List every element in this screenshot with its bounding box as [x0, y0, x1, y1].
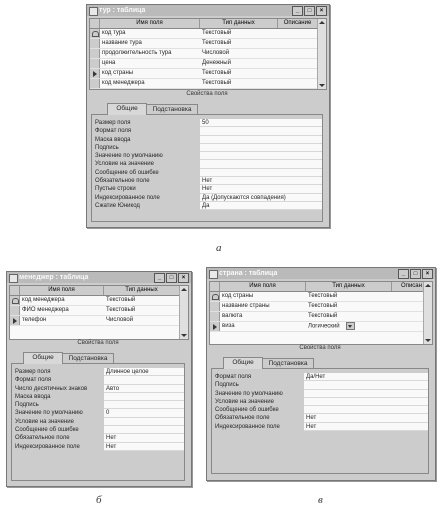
table-row[interactable]	[210, 302, 432, 312]
property-label: Условие на значение	[215, 398, 274, 405]
property-label: Размер поля	[15, 369, 51, 375]
property-value[interactable]	[304, 390, 428, 398]
column-header-field-name: Имя поля	[20, 286, 104, 295]
property-value[interactable]: Да/Нет	[304, 373, 428, 381]
field-name-cell[interactable]: телефон	[22, 317, 47, 323]
field-properties-panel	[91, 114, 323, 222]
tab-general[interactable]: Общие	[223, 357, 263, 369]
property-value[interactable]	[304, 398, 428, 406]
field-properties-label: Свойства поля	[299, 345, 341, 351]
property-label: Значение по умолчанию	[95, 153, 163, 160]
row-selector[interactable]	[210, 302, 220, 311]
property-label: Размер поля	[95, 120, 131, 126]
property-label: Формат поля	[15, 377, 52, 384]
field-name-cell[interactable]: код страны	[102, 70, 134, 76]
minimize-button[interactable]: _	[292, 6, 303, 16]
property-row[interactable]	[212, 406, 428, 414]
data-type-cell[interactable]	[306, 322, 392, 331]
property-value[interactable]: 0	[104, 409, 184, 417]
tab-general[interactable]: Общие	[23, 352, 63, 364]
property-row[interactable]	[212, 423, 428, 431]
row-selector[interactable]	[210, 312, 220, 321]
property-label: Подпись	[15, 402, 39, 409]
property-value[interactable]: Нет	[104, 434, 184, 442]
property-row[interactable]	[212, 390, 428, 398]
column-header-data-type: Тип данных	[200, 19, 278, 28]
field-name-cell[interactable]: код тура	[102, 30, 126, 36]
chevron-down-icon[interactable]	[346, 322, 355, 330]
property-label: Индексированное поле	[95, 194, 160, 201]
data-type-cell[interactable]: Текстовый	[106, 297, 136, 303]
grid-header	[10, 286, 188, 296]
caption-a: а	[216, 242, 222, 254]
data-type-cell[interactable]: Числовой	[106, 317, 134, 323]
property-value[interactable]: Авто	[104, 385, 184, 393]
column-header-data-type: Тип данных	[104, 286, 180, 295]
vertical-scrollbar[interactable]	[179, 286, 188, 339]
property-label: Пустые строки	[95, 186, 136, 193]
field-name-cell[interactable]: ФИО менеджера	[22, 307, 69, 313]
header-selector	[90, 19, 100, 28]
property-label: Значение по умолчанию	[215, 390, 283, 397]
data-type-cell[interactable]: Текстовый	[308, 293, 338, 299]
field-name-cell[interactable]: код менеджера	[102, 80, 145, 86]
grid-header	[90, 19, 326, 29]
property-row[interactable]	[212, 381, 428, 389]
close-button[interactable]: ×	[316, 6, 327, 16]
property-row[interactable]	[92, 177, 322, 185]
table-row[interactable]	[10, 296, 188, 306]
field-properties-label: Свойства поля	[186, 91, 228, 97]
caption-b: б	[96, 494, 102, 506]
data-type-cell[interactable]: Текстовый	[308, 313, 338, 319]
window-titlebar[interactable]	[207, 268, 435, 279]
current-row-arrow-icon	[90, 69, 100, 78]
table-row[interactable]	[210, 312, 432, 322]
property-value[interactable]: Нет	[200, 177, 322, 185]
property-value[interactable]	[200, 169, 322, 177]
property-row[interactable]	[92, 152, 322, 160]
property-label: Число десятичных знаков	[15, 385, 88, 392]
property-row[interactable]	[12, 409, 184, 417]
maximize-button[interactable]: □	[410, 269, 421, 279]
property-label: Маска ввода	[95, 136, 131, 143]
window-title: тур : таблица	[99, 7, 146, 14]
table-icon	[9, 274, 18, 283]
property-row[interactable]	[92, 136, 322, 144]
column-header-field-name: Имя поля	[220, 282, 306, 291]
data-type-cell[interactable]: Числовой	[202, 50, 230, 56]
property-value[interactable]	[104, 401, 184, 409]
property-row[interactable]	[12, 418, 184, 426]
column-header-description: Описание	[278, 19, 318, 28]
maximize-button[interactable]: □	[304, 6, 315, 16]
property-row[interactable]	[92, 144, 322, 152]
field-name-cell[interactable]: код менеджера	[22, 297, 65, 303]
field-name-cell[interactable]: цена	[102, 60, 116, 66]
property-label: Формат поля	[215, 374, 252, 380]
table-row[interactable]	[10, 316, 188, 326]
property-row[interactable]	[12, 443, 184, 451]
property-label: Сообщение об ошибке	[15, 427, 79, 434]
property-row[interactable]	[92, 202, 322, 210]
property-label: Условие на значение	[15, 418, 74, 425]
property-row[interactable]	[12, 385, 184, 393]
field-properties-panel	[211, 368, 429, 474]
table-row[interactable]	[90, 49, 326, 59]
property-label: Маска ввода	[15, 393, 51, 400]
property-value[interactable]	[304, 406, 428, 414]
data-type-value: Логический	[308, 323, 340, 330]
table-icon	[89, 7, 98, 16]
property-label: Индексированное поле	[15, 443, 80, 450]
minimize-button[interactable]: _	[154, 273, 165, 283]
table-row[interactable]	[90, 79, 326, 89]
table-row[interactable]	[90, 59, 326, 69]
field-name-cell[interactable]: валюта	[222, 313, 243, 319]
field-name-cell[interactable]: код страны	[222, 293, 254, 299]
property-row[interactable]	[92, 169, 322, 177]
property-label: Сжатие Юникод	[95, 202, 140, 209]
data-type-cell[interactable]: Текстовый	[106, 307, 136, 313]
table-window-tur	[86, 4, 330, 228]
minimize-button[interactable]: _	[398, 269, 409, 279]
field-grid	[209, 281, 433, 345]
property-value[interactable]	[304, 381, 428, 389]
property-label: Обязательное поле	[95, 178, 150, 185]
primary-key-icon	[90, 29, 100, 38]
data-type-cell[interactable]: Текстовый	[202, 40, 232, 46]
vertical-scrollbar[interactable]	[423, 282, 432, 344]
property-row[interactable]	[12, 368, 184, 376]
property-label: Подпись	[95, 144, 119, 151]
close-button[interactable]: ×	[178, 273, 189, 283]
property-value[interactable]	[200, 160, 322, 168]
property-value[interactable]: Нет	[104, 443, 184, 451]
table-row[interactable]	[90, 69, 326, 79]
property-value[interactable]: Да (Допускаются совпадения)	[200, 194, 322, 202]
window-titlebar[interactable]	[87, 5, 329, 16]
property-value[interactable]	[104, 393, 184, 401]
property-label: Значение по умолчанию	[15, 410, 83, 417]
property-value[interactable]	[200, 152, 322, 160]
property-row[interactable]	[212, 414, 428, 422]
grid-header	[210, 282, 432, 292]
property-label: Условие на значение	[95, 161, 154, 168]
caption-c: в	[318, 494, 323, 506]
field-properties-panel	[11, 363, 185, 481]
row-selector[interactable]	[90, 39, 100, 48]
row-selector[interactable]	[90, 49, 100, 58]
property-row[interactable]	[12, 434, 184, 442]
property-label: Обязательное поле	[215, 415, 270, 422]
field-grid	[89, 18, 327, 90]
property-value[interactable]	[200, 136, 322, 144]
row-selector[interactable]	[90, 59, 100, 68]
maximize-button[interactable]: □	[166, 273, 177, 283]
property-row[interactable]	[12, 401, 184, 409]
current-row-arrow-icon	[210, 322, 220, 331]
property-label: Обязательное поле	[15, 435, 70, 442]
table-window-manager	[6, 271, 192, 487]
field-name-cell[interactable]: название страны	[222, 303, 270, 309]
window-title: менеджер : таблица	[19, 274, 89, 281]
header-selector	[210, 282, 220, 291]
field-grid	[9, 285, 189, 340]
window-titlebar[interactable]	[7, 272, 191, 283]
property-value[interactable]: Нет	[304, 414, 428, 422]
current-row-arrow-icon	[10, 316, 20, 325]
vertical-scrollbar[interactable]	[317, 19, 326, 89]
field-name-cell[interactable]: виза	[222, 323, 235, 329]
property-value[interactable]	[200, 127, 322, 135]
close-button[interactable]: ×	[422, 269, 433, 279]
property-row[interactable]	[92, 119, 322, 127]
property-value[interactable]	[104, 426, 184, 434]
property-label: Сообщение об ошибке	[215, 407, 279, 414]
property-value[interactable]	[104, 376, 184, 384]
property-value[interactable]	[104, 418, 184, 426]
tab-lookup[interactable]: Подстановка	[146, 104, 198, 115]
tab-lookup[interactable]: Подстановка	[262, 358, 314, 369]
column-header-field-name: Имя поля	[100, 19, 200, 28]
property-row[interactable]	[92, 127, 322, 135]
table-row[interactable]	[90, 39, 326, 49]
row-selector[interactable]	[10, 306, 20, 315]
property-value[interactable]: Да	[200, 202, 322, 210]
property-row[interactable]	[12, 426, 184, 434]
data-type-cell[interactable]: Текстовый	[202, 30, 232, 36]
property-row[interactable]	[212, 398, 428, 406]
table-window-country	[206, 267, 436, 481]
row-selector[interactable]	[90, 79, 100, 88]
property-row[interactable]	[92, 185, 322, 193]
property-row[interactable]	[92, 160, 322, 168]
property-value[interactable]: 50	[200, 119, 322, 127]
header-selector	[10, 286, 20, 295]
field-properties-label: Свойства поля	[77, 340, 119, 346]
property-label: Формат поля	[95, 128, 132, 135]
property-label: Сообщение об ошибке	[95, 169, 159, 176]
property-row[interactable]	[12, 393, 184, 401]
property-row[interactable]	[92, 194, 322, 202]
property-value[interactable]: Нет	[200, 185, 322, 193]
data-type-cell[interactable]: Текстовый	[202, 80, 232, 86]
field-name-cell[interactable]: продолжительность тура	[102, 50, 172, 56]
column-header-description: Описан	[392, 282, 432, 291]
data-type-cell[interactable]: Текстовый	[202, 70, 232, 76]
property-label: Индексированное поле	[215, 423, 280, 430]
property-row[interactable]	[12, 376, 184, 384]
primary-key-icon	[210, 292, 220, 301]
data-type-cell[interactable]: Текстовый	[308, 303, 338, 309]
property-row[interactable]	[212, 373, 428, 381]
table-icon	[209, 270, 218, 279]
property-label: Подпись	[215, 382, 239, 389]
table-row[interactable]	[210, 292, 432, 302]
property-value[interactable]: Длинное целое	[104, 368, 184, 376]
window-title: страна : таблица	[219, 270, 278, 277]
table-row[interactable]	[10, 306, 188, 316]
table-row[interactable]	[90, 29, 326, 39]
table-row[interactable]	[210, 322, 432, 332]
tab-lookup[interactable]: Подстановка	[62, 353, 114, 364]
data-type-cell[interactable]: Денежный	[202, 60, 231, 66]
column-header-data-type: Тип данных	[306, 282, 392, 291]
primary-key-icon	[10, 296, 20, 305]
property-value[interactable]	[200, 144, 322, 152]
field-name-cell[interactable]: название тура	[102, 40, 142, 46]
tab-general[interactable]: Общие	[107, 103, 147, 115]
property-value[interactable]: Нет	[304, 423, 428, 431]
